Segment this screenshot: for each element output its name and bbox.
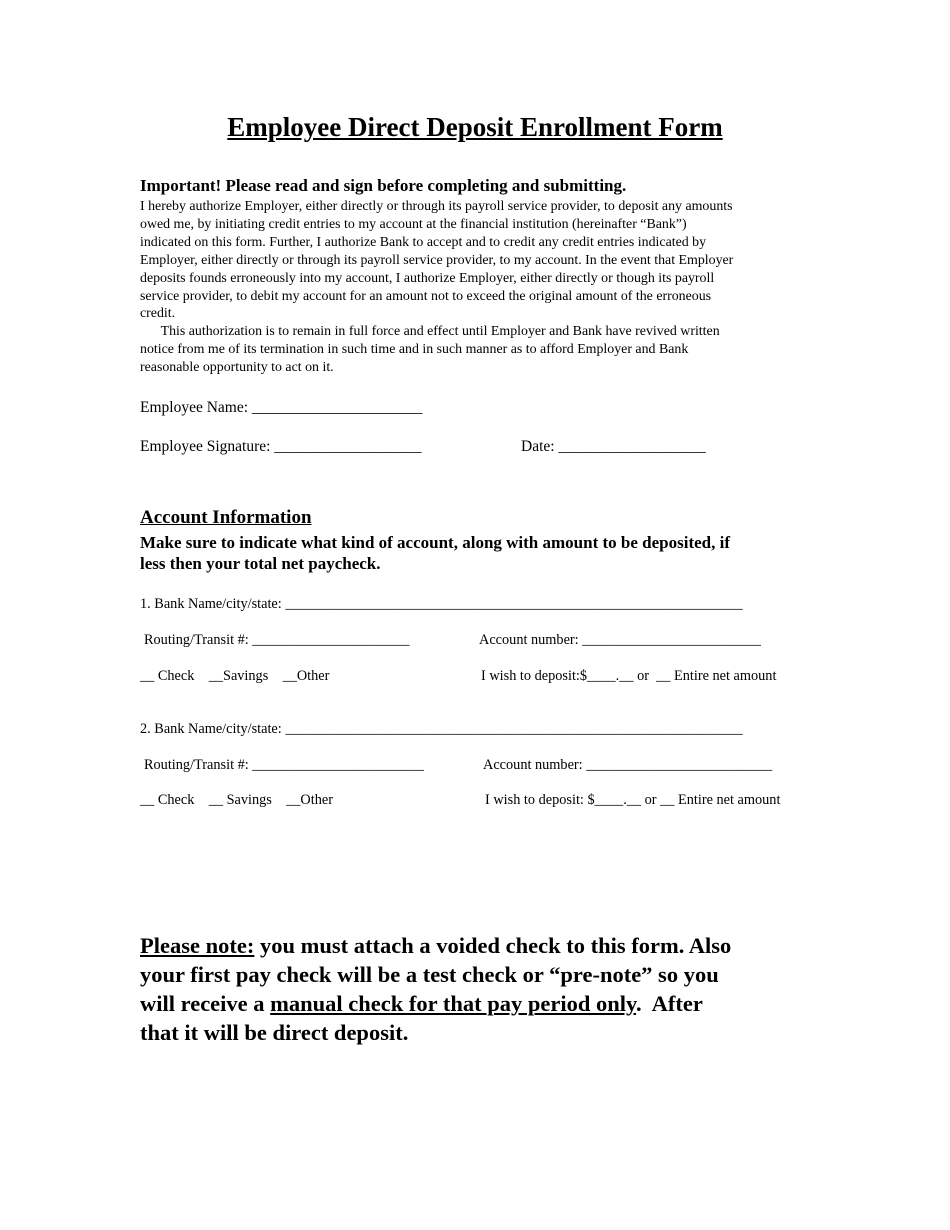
authorization-line-6: service provider, to debit my account for an amount not to exceed the original amount of the erroneous bbox=[140, 289, 712, 304]
note-manual-check: manual check for that pay period only bbox=[270, 991, 637, 1016]
note-line-3-start: will receive a bbox=[140, 991, 271, 1016]
authorization-line-2: owed me, by initiating credit entries to my account at the financial institution (hereinafter “Bank”) bbox=[140, 217, 687, 232]
bank-2-routing-field[interactable]: Routing/Transit #: ________________________ bbox=[144, 757, 424, 773]
authorization-line-10: reasonable opportunity to act on it. bbox=[140, 360, 334, 375]
note-line-3-end: . After bbox=[636, 991, 703, 1016]
bank-2-account-number-field[interactable]: Account number: __________________________ bbox=[483, 757, 773, 773]
bank-1-routing-field[interactable]: Routing/Transit #: ______________________ bbox=[144, 632, 410, 648]
employee-name-field[interactable]: Employee Name: ______________________ bbox=[140, 399, 423, 416]
account-instructions-line-1: Make sure to indicate what kind of account, along with amount to be deposited, if bbox=[140, 533, 730, 552]
page-title: Employee Direct Deposit Enrollment Form bbox=[227, 112, 723, 142]
account-instructions-line-2: less then your total net paycheck. bbox=[140, 554, 381, 573]
authorization-line-4: Employer, either directly or through its payroll service provider, to my account. In the event that Employer bbox=[140, 253, 734, 268]
note-line-4: that it will be direct deposit. bbox=[140, 1020, 409, 1045]
bank-1-name-field[interactable]: 1. Bank Name/city/state: ________________________________________________________________ bbox=[140, 596, 743, 612]
bank-1-account-number-field[interactable]: Account number: _________________________ bbox=[479, 632, 761, 648]
authorization-line-7: credit. bbox=[140, 306, 176, 321]
authorization-line-5: deposits founds erroneously into my account, I authorize Employer, either directly or though its payroll bbox=[140, 271, 715, 286]
note-line-2: your first pay check will be a test check or “pre-note” so you bbox=[140, 962, 719, 987]
account-information-heading: Account Information bbox=[140, 507, 312, 528]
please-note-block bbox=[140, 931, 731, 1047]
important-notice: Important! Please read and sign before completing and submitting. bbox=[140, 176, 627, 195]
bank-2-deposit-amount[interactable]: I wish to deposit: $____.__ or __ Entire net amount bbox=[485, 792, 781, 808]
please-note-label: Please note: bbox=[140, 933, 255, 958]
authorization-line-9: notice from me of its termination in such time and in such manner as to afford Employer and Bank bbox=[140, 342, 689, 357]
date-field[interactable]: Date: ___________________ bbox=[521, 438, 706, 455]
bank-1-deposit-amount[interactable]: I wish to deposit:$____.__ or __ Entire net amount bbox=[481, 668, 777, 684]
bank-2-account-type-options[interactable]: __ Check __ Savings __Other bbox=[140, 792, 333, 808]
authorization-line-1: I hereby authorize Employer, either directly or through its payroll service provider, to deposit any amounts bbox=[140, 199, 733, 214]
bank-2-name-field[interactable]: 2. Bank Name/city/state: ________________________________________________________________ bbox=[140, 721, 743, 737]
authorization-line-3: indicated on this form. Further, I authorize Bank to accept and to credit any credit entries indicated by bbox=[140, 235, 707, 250]
employee-signature-field[interactable]: Employee Signature: ___________________ bbox=[140, 438, 422, 455]
authorization-line-8: This authorization is to remain in full force and effect until Employer and Bank have revived written bbox=[140, 324, 720, 339]
note-line-1: you must attach a voided check to this form. Also bbox=[254, 933, 732, 958]
bank-1-account-type-options[interactable]: __ Check __Savings __Other bbox=[140, 668, 330, 684]
